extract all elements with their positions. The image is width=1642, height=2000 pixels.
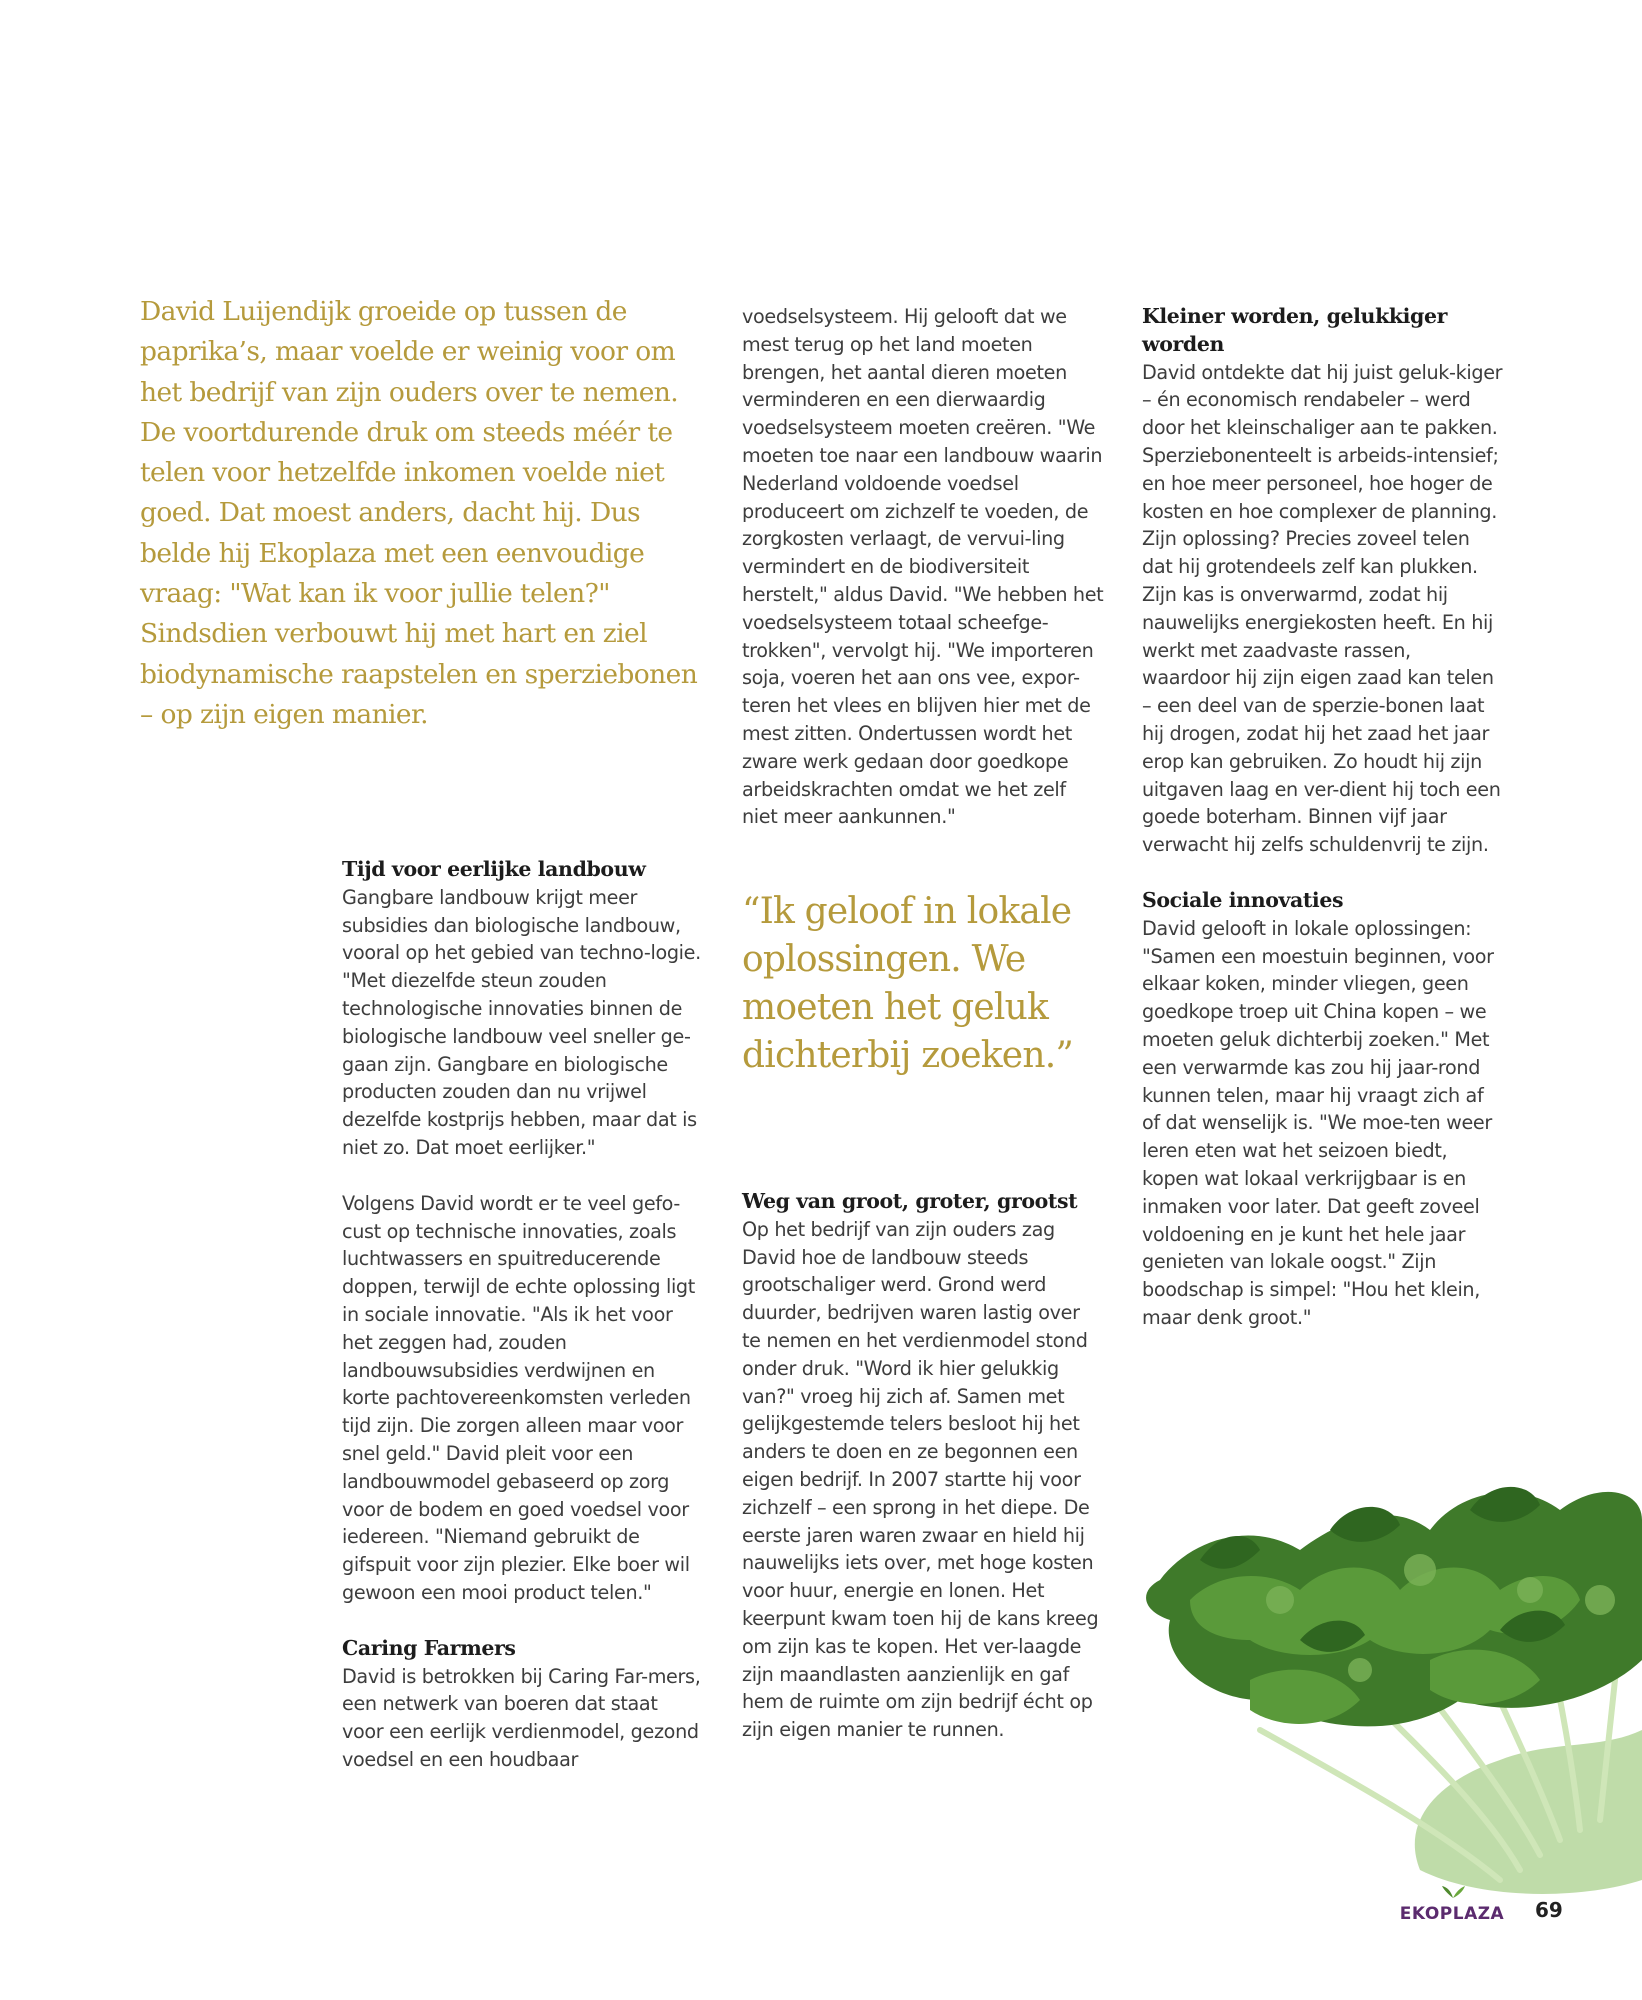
paragraph: David is betrokken bij Caring Far-mers, een netwerk van boeren dat staat voor een eerlijk verdienmodel, gezond voedsel en een houdbaar	[342, 1664, 701, 1771]
paragraph: David ontdekte dat hij juist geluk-kiger – én economisch rendabeler – werd door het kleinschaliger aan te pakken. Sperziebonenteelt is arbeids-intensief; en hoe meer personeel, hoe hoger de kosten en hoe complexer de planning. Zijn oplossing? Precies zoveel telen dat hij grotendeels zelf kan plukken. Zijn kas is onverwarmd, zodat hij nauwelijks energiekosten heeft. En hij werkt met zaadvaste rassen, waardoor hij zijn eigen zaad kan telen – een deel van de sperzie-bonen laat hij drogen, zodat hij het zaad het jaar erop kan gebruiken. Zo houdt hij zijn uitgaven laag en ver-dient hij toch een goede boterham. Binnen vijf jaar verwacht hij zelfs schuldenvrij te zijn.	[1142, 360, 1503, 857]
heading-weg-van-groot: Weg van groot, groter, grootst	[742, 1189, 1078, 1213]
column-3	[1142, 303, 1504, 1332]
paragraph: David gelooft in lokale oplossingen: "Samen een moestuin beginnen, voor elkaar koken, minder vliegen, geen goedkope troep uit China kopen – we moeten geluk dichterbij zoeken." Met een verwarmde kas zou hij jaar-rond kunnen telen, maar hij vraagt zich af of dat wenselijk is. "We moe-ten weer leren eten wat het seizoen biedt, kopen wat lokaal verkrijgbaar is en inmaken voor later. Dat geeft zoveel voldoening en je kunt het hele jaar genieten van lokale oogst." Zijn boodschap is simpel: "Hou het klein, maar denk groot."	[1142, 916, 1494, 1329]
heading-sociale-innovaties: Sociale innovaties	[1142, 887, 1344, 912]
ekoplaza-logo	[1398, 1884, 1506, 1924]
heading-kleiner-worden: Kleiner worden, gelukkiger worden	[1142, 304, 1448, 356]
ekoplaza-leaf-icon	[1438, 1884, 1468, 1900]
paragraph: Gangbare landbouw krijgt meer subsidies dan biologische landbouw, vooral op het gebied van techno-logie. "Met diezelfde steun zouden technologische innovaties binnen de biologische landbouw veel sneller ge-gaan zijn. Gangbare en biologische producten zouden dan nu vrijwel dezelfde kostprijs hebben, maar dat is niet zo. Dat moet eerlijker."	[342, 885, 701, 1159]
raapstelen-greens-image	[1100, 1400, 1642, 1900]
column-2-bottom	[742, 1188, 1104, 1744]
column-1	[342, 856, 704, 1774]
paragraph: Op het bedrijf van zijn ouders zag David hoe de landbouw steeds grootschaliger werd. Grond werd duurder, bedrijven waren lastig over te nemen en het verdienmodel stond onder druk. "Word ik hier gelukkig van?" vroeg hij zich af. Samen met gelijkgestemde telers besloot hij het anders te doen en ze begonnen een eigen bedrijf. In 2007 startte hij voor zichzelf – een sprong in het diepe. De eerste jaren waren zwaar en hield hij nauwelijks iets over, met hoge kosten voor huur, energie en lonen. Het keerpunt kwam toen hij de kans kreeg om zijn kas te kopen. Het ver-laagde zijn maandlasten aanzienlijk en gaf hem de ruimte om zijn bedrijf écht op zijn eigen manier te runnen.	[742, 1217, 1099, 1742]
heading-tijd-voor-eerlijke-landbouw: Tijd voor eerlijke landbouw	[342, 857, 646, 881]
pull-quote: “Ik geloof in lokale oplossingen. We moeten het geluk dichterbij zoeken.”	[742, 891, 1073, 1076]
page-number: 69	[1535, 1898, 1563, 1922]
ekoplaza-wordmark: EKOPLAZA	[1399, 1904, 1505, 1924]
heading-caring-farmers: Caring Farmers	[342, 1635, 516, 1660]
column-2-top	[742, 303, 1104, 831]
paragraph: Volgens David wordt er te veel gefo-cust op technische innovaties, zoals luchtwassers en spuitreducerende doppen, terwijl de echte oplossing ligt in sociale innovatie. "Als ik het voor het zeggen had, zouden landbouwsubsidies verdwijnen en korte pachtovereenkomsten verleden tijd zijn. Die zorgen alleen maar voor snel geld." David pleit voor een landbouwmodel gebaseerd op zorg voor de bodem en goed voedsel voor iedereen. "Niemand gebruikt de gifspuit voor zijn plezier. Elke boer wil gewoon een mooi product telen."	[342, 1191, 695, 1604]
paragraph: voedselsysteem. Hij gelooft dat we mest terug op het land moeten brengen, het aantal dieren moeten verminderen en een dierwaardig voedselsysteem moeten creëren. "We moeten toe naar een landbouw waarin Nederland voldoende voedsel produceert om zichzelf te voeden, de zorgkosten verlaagt, de vervui-ling vermindert en de biodiversiteit herstelt," aldus David. "We hebben het voedselsysteem totaal scheefge-trokken", vervolgt hij. "We importeren soja, voeren het aan ons vee, expor-teren het vlees en blijven hier met de mest zitten. Ondertussen wordt het zware werk gedaan door goedkope arbeidskrachten omdat we het zelf niet meer aankunnen."	[742, 305, 1104, 829]
intro-paragraph: David Luijendijk groeide op tussen de paprika’s, maar voelde er weinig voor om het bedrijf van zijn ouders over te nemen. De voortdurende druk om steeds méér te telen voor hetzelfde inkomen voelde niet goed. Dat moest anders, dacht hij. Dus belde hij Ekoplaza met een eenvoudige vraag: "Wat kan ik voor jullie telen?" Sindsdien verbouwt hij met hart en ziel biodynamische raapstelen en sperziebonen – op zijn eigen manier.	[140, 296, 698, 730]
